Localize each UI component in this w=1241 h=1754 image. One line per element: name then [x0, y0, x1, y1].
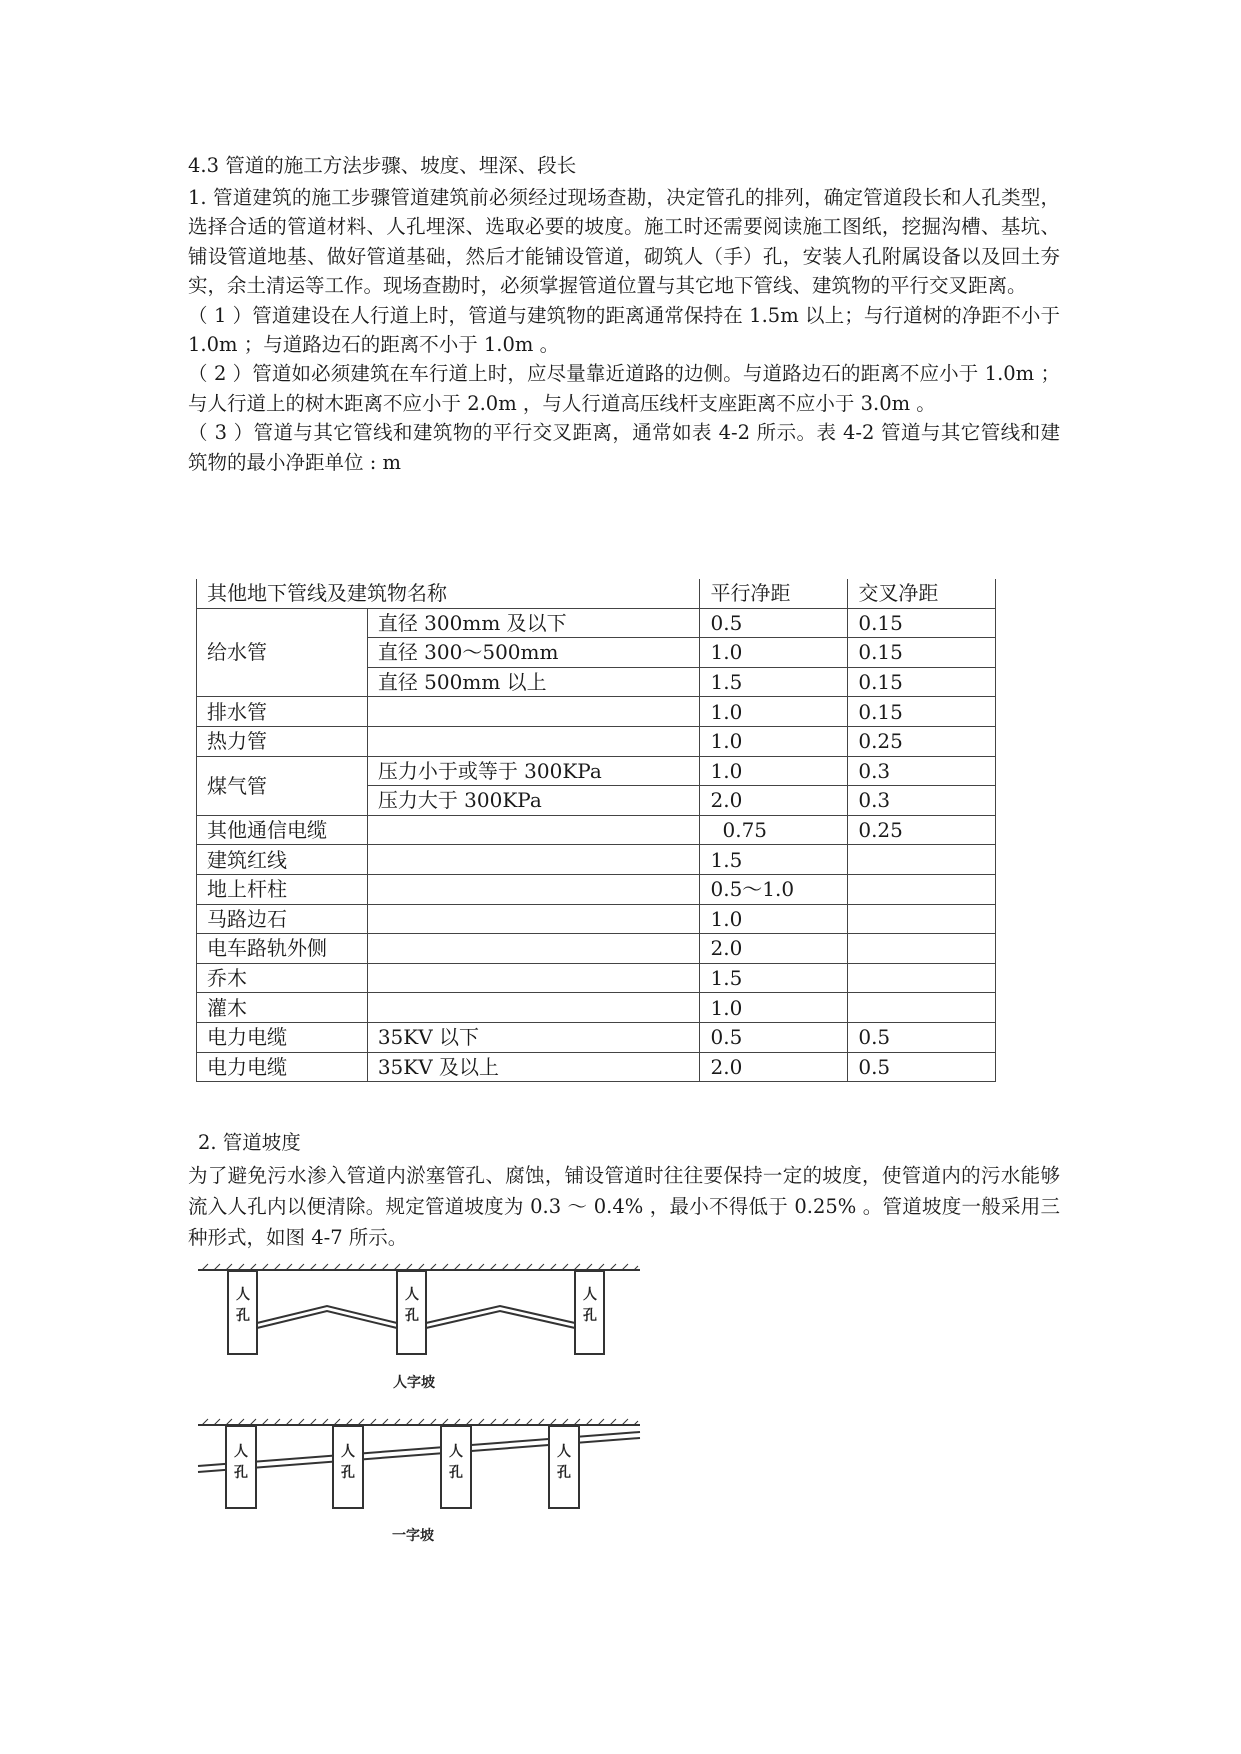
- single-slope-diagram: [198, 1419, 640, 1508]
- manhole-label: 人: [449, 1444, 463, 1460]
- paragraph-construction-steps: 1. 管道建筑的施工步骤管道建筑前必须经过现场查勘，决定管孔的排列，确定管道段长和人孔类型，选择合适的管道材料、人孔埋深、选取必要的坡度。施工时还需要阅读施工图纸，挖掘沟槽、基坑、铺设管道地基、做好管道基础，然后才能铺设管道，砌筑人（手）孔，安装人孔附属设备以及回土夯实，余土清运等工作。现场查勘时，必须掌握管道位置与其它地下管线、建筑物的平行交叉距离。: [188, 186, 1060, 298]
- manhole-label: 孔: [583, 1308, 597, 1324]
- paragraph-item-2: （ 2 ）管道如必须建筑在车行道上时，应尽量靠近道路的边侧。与道路边石的距离不应小于 1.0m ；与人行道上的树木距离不应小于 2.0m ，与人行道高压线杆支座距离不应小于 3.0m 。: [188, 362, 1060, 415]
- figure-caption-herringbone: 人字坡: [393, 1375, 435, 1391]
- table-cell-desc: 压力小于或等于 300KPa: [367, 756, 700, 786]
- table-cell-parallel: 1.5: [700, 667, 848, 697]
- slope-heading: 2. 管道坡度: [198, 1131, 301, 1154]
- paragraph-item-1: （ 1 ）管道建设在人行道上时，管道与建筑物的距离通常保持在 1.5m 以上；与行道树的净距不小于 1.0m ；与道路边石的距离不小于 1.0m 。: [188, 303, 1060, 357]
- table-cell-desc: 35KV 及以上: [367, 1052, 700, 1082]
- table-cell-parallel: 1.0: [700, 904, 848, 934]
- pipe-upper: [257, 1306, 397, 1323]
- manhole-label: 人: [557, 1444, 571, 1460]
- table-cell-parallel: 0.5: [700, 1022, 848, 1052]
- table-cell-name: 建筑红线: [197, 845, 368, 875]
- table-cell-desc: 直径 500mm 以上: [367, 667, 700, 697]
- table-cell-parallel: 1.5: [700, 845, 848, 875]
- pipe-upper: [426, 1306, 575, 1323]
- table-cell-parallel: 1.5: [700, 963, 848, 993]
- table-cell-cross: 0.15: [848, 608, 996, 638]
- table-cell-name: 其他通信电缆: [197, 815, 368, 845]
- table-cell-group: 给水管: [197, 608, 368, 697]
- herringbone-slope-diagram: [198, 1264, 640, 1354]
- table-cell-name: 灌木: [197, 993, 368, 1023]
- slope-paragraph: 为了避免污水渗入管道内淤塞管孔、腐蚀，铺设管道时往往要保持一定的坡度，使管道内的污水能够流入人孔内以便清除。规定管道坡度为 0.3 ～ 0.4% ，最小不得低于 0.25% 。管道坡度一般采用三种形式，如图 4-7 所示。: [188, 1164, 1060, 1249]
- table-header-parallel: 平行净距: [700, 579, 848, 608]
- manhole-label: 孔: [236, 1308, 250, 1324]
- manhole-label: 孔: [449, 1465, 463, 1481]
- figure-caption-single-slope: 一字坡: [392, 1528, 434, 1544]
- table-cell-cross: 0.15: [848, 667, 996, 697]
- table-cell-parallel: 2.0: [700, 934, 848, 964]
- table-cell-desc: 压力大于 300KPa: [367, 786, 700, 816]
- pipe-lower: [257, 1311, 397, 1328]
- table-cell-name: 马路边石: [197, 904, 368, 934]
- table-cell-desc: 直径 300～500mm: [367, 638, 700, 668]
- table-cell-cross: 0.3: [848, 756, 996, 786]
- table-cell-cross: 0.3: [848, 786, 996, 816]
- table-cell-parallel: 1.0: [700, 638, 848, 668]
- table-cell-parallel: 0.5: [700, 608, 848, 638]
- table-cell-cross: 0.15: [848, 697, 996, 727]
- table-cell-parallel: 1.0: [700, 726, 848, 756]
- table-cell-name: 乔木: [197, 963, 368, 993]
- table-cell-cross: 0.5: [848, 1052, 996, 1082]
- table-cell-name: 热力管: [197, 726, 368, 756]
- manhole-label: 孔: [405, 1308, 419, 1324]
- table-cell-name: 电力电缆: [197, 1052, 368, 1082]
- manhole-label: 人: [236, 1287, 250, 1303]
- table-cell-name: 电车路轨外侧: [197, 934, 368, 964]
- table-header-name: 其他地下管线及建筑物名称: [197, 579, 700, 608]
- table-cell-name: 电力电缆: [197, 1022, 368, 1052]
- table-cell-parallel: 0.75: [700, 815, 848, 845]
- manhole-label: 孔: [234, 1465, 248, 1481]
- manhole-label: 人: [341, 1444, 355, 1460]
- table-cell-parallel: 2.0: [700, 786, 848, 816]
- manhole-label: 孔: [557, 1465, 571, 1481]
- table-cell-parallel: 1.0: [700, 993, 848, 1023]
- manhole-label: 人: [583, 1287, 597, 1303]
- table-cell-desc: 35KV 以下: [367, 1022, 700, 1052]
- table-cell-cross: 0.5: [848, 1022, 996, 1052]
- section-heading: 4.3 管道的施工方法步骤、坡度、埋深、段长: [188, 154, 577, 177]
- paragraph-item-3: （ 3 ）管道与其它管线和建筑物的平行交叉距离，通常如表 4-2 所示。表 4-2 管道与其它管线和建筑物的最小净距单位 : m: [188, 421, 1060, 474]
- manhole-label: 人: [405, 1287, 419, 1303]
- table-cell-parallel: 1.0: [700, 697, 848, 727]
- table-header-cross: 交叉净距: [848, 579, 996, 608]
- table-cell-parallel: 1.0: [700, 756, 848, 786]
- table-cell-group: 煤气管: [197, 756, 368, 815]
- table-cell-cross: 0.15: [848, 638, 996, 668]
- table-cell-cross: 0.25: [848, 815, 996, 845]
- table-cell-parallel: 2.0: [700, 1052, 848, 1082]
- table-cell-name: 排水管: [197, 697, 368, 727]
- manhole-label: 孔: [341, 1465, 355, 1481]
- table-cell-parallel: 0.5～1.0: [700, 874, 848, 904]
- table-cell-cross: 0.25: [848, 726, 996, 756]
- table-cell-name: 地上杆柱: [197, 874, 368, 904]
- pipe-lower: [426, 1311, 575, 1328]
- table-cell-desc: 直径 300mm 及以下: [367, 608, 700, 638]
- manhole-label: 人: [234, 1444, 248, 1460]
